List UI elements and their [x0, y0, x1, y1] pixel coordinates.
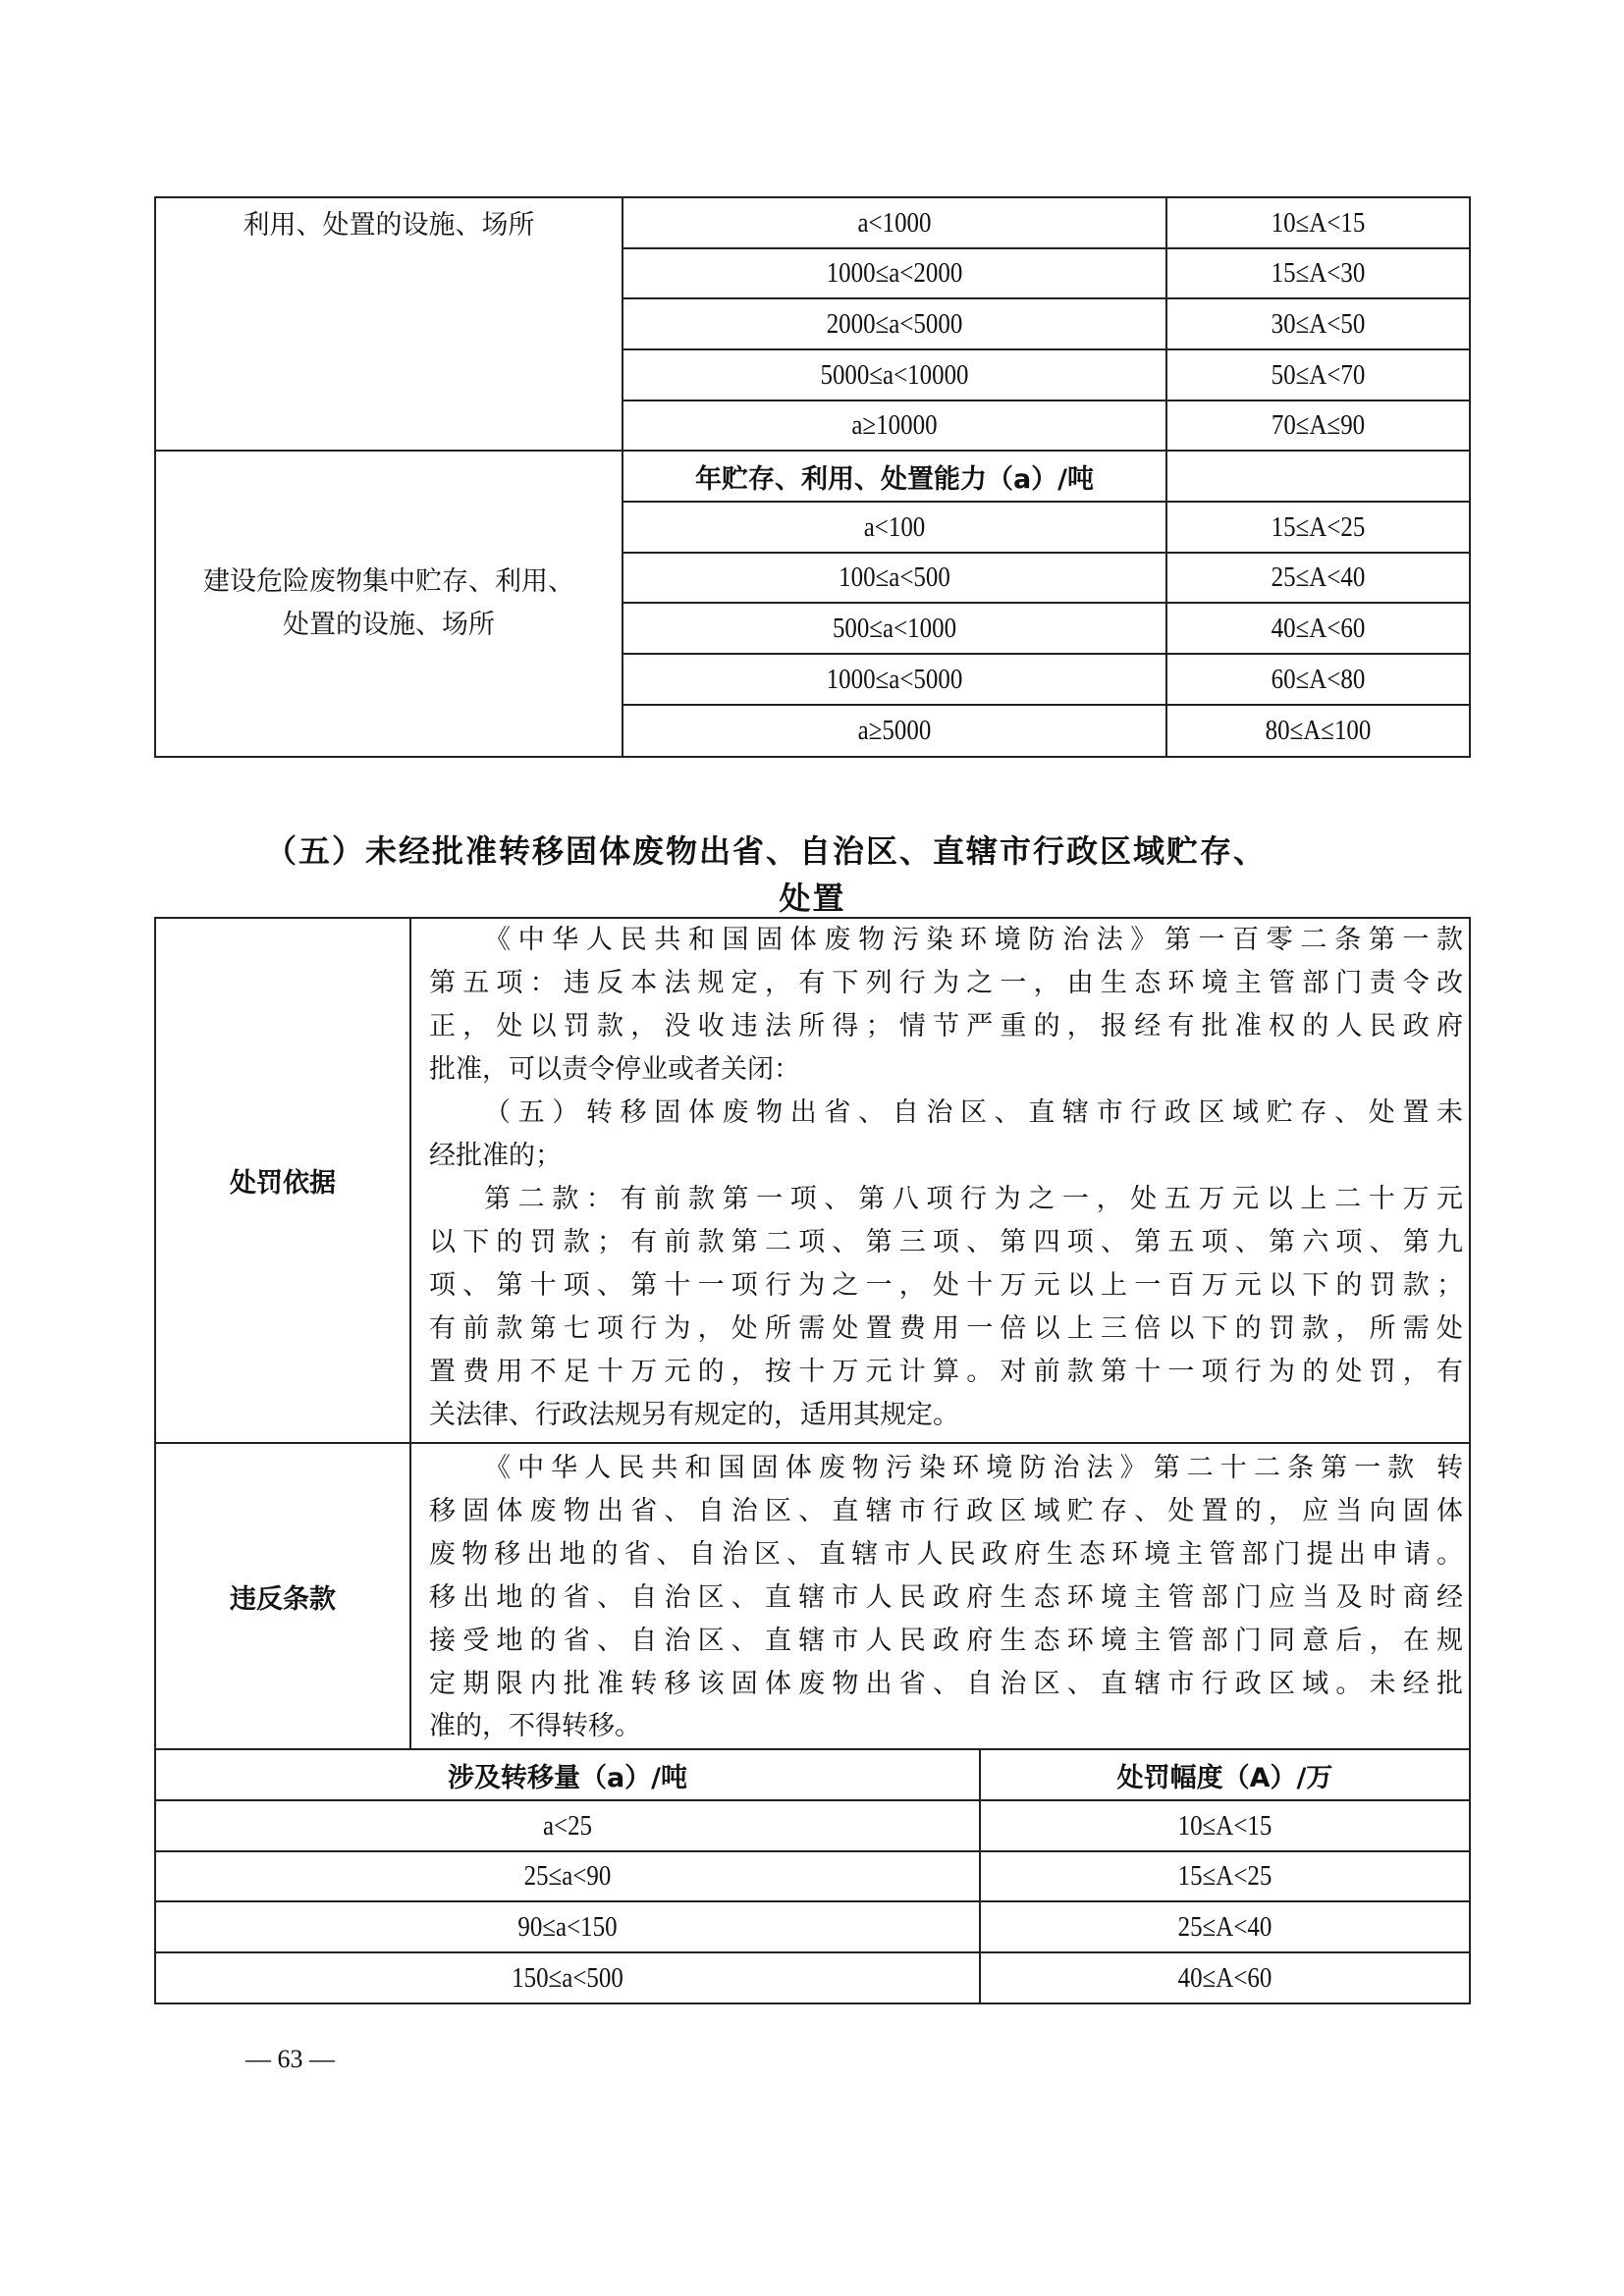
text-line: 《中华人民共和国固体废物污染环境防治法》第二十二条第一款 转 — [484, 1453, 1463, 1483]
amount-cell: 90≤a<150 — [517, 1910, 618, 1943]
amount-column-header: 涉及转移量（a）/吨 — [447, 1762, 688, 1793]
amount-cell: a≥5000 — [857, 715, 932, 746]
table-border — [154, 2002, 1471, 2004]
text-line: 接受地的省、自治区、直辖市人民政府生态环境主管部门同意后，在规 — [429, 1626, 1463, 1656]
text-line: 关法律、行政法规另有规定的，适用其规定。 — [429, 1400, 959, 1430]
range-cell: 15≤A<25 — [1177, 1860, 1272, 1892]
amount-cell: a<25 — [542, 1809, 593, 1842]
table-border — [1469, 917, 1471, 2004]
amount-cell: 5000≤a<10000 — [820, 358, 969, 391]
text-line: 《中华人民共和国固体废物污染环境防治法》第一百零二条第一款 — [484, 925, 1463, 955]
amount-cell: a≥10000 — [851, 409, 938, 441]
table-border — [1469, 196, 1471, 758]
text-line: 第二款：有前款第一项、第八项行为之一，处五万元以上二十万元 — [484, 1184, 1463, 1214]
text-line: 正，处以罚款，没收违法所得；情节严重的，报经有批准权的人民政府 — [429, 1011, 1463, 1041]
text-line: 有前款第七项行为，处所需处置费用一倍以上三倍以下的罚款，所需处 — [429, 1313, 1463, 1344]
text-line: 移出地的省、自治区、直辖市人民政府生态环境主管部门应当及时商经 — [429, 1582, 1463, 1613]
amount-cell: 1000≤a<2000 — [826, 257, 963, 289]
capacity-header: 年贮存、利用、处置能力（a）/吨 — [694, 463, 1095, 495]
facility-label: 利用、处置的设施、场所 — [243, 209, 535, 240]
range-cell: 25≤A<40 — [1177, 1910, 1272, 1943]
text-line: 批准，可以责令停业或者关闭： — [429, 1054, 800, 1085]
amount-cell: 2000≤a<5000 — [826, 307, 963, 340]
section-heading-continued: 处置 — [779, 880, 846, 917]
text-line: 项、第十项、第十一项行为之一，处十万元以上一百万元以下的罚款； — [429, 1270, 1463, 1301]
amount-cell: 500≤a<1000 — [832, 612, 957, 644]
range-cell: 25≤A<40 — [1271, 561, 1366, 593]
page-number: — 63 — — [245, 2045, 335, 2073]
range-cell: 10≤A<15 — [1177, 1809, 1272, 1842]
text-line: 移固体废物出省、自治区、直辖市行政区域贮存、处置的，应当向固体 — [429, 1496, 1463, 1526]
amount-cell: 100≤a<500 — [839, 561, 950, 593]
text-line: 第五项：违反本法规定，有下列行为之一，由生态环境主管部门责令改 — [429, 968, 1463, 998]
facility-label-line: 建设危险废物集中贮存、利用、 — [203, 566, 574, 597]
text-line: 置费用不足十万元的，按十万元计算。对前款第十一项行为的处罚，有 — [429, 1357, 1463, 1387]
text-line: 经批准的； — [429, 1141, 562, 1171]
text-line: （五）转移固体废物出省、自治区、直辖市行政区域贮存、处置未 — [484, 1097, 1463, 1128]
range-cell: 60≤A<80 — [1271, 663, 1366, 695]
basis-label: 处罚依据 — [230, 1168, 336, 1199]
range-cell: 40≤A<60 — [1177, 1961, 1272, 1994]
section-heading: （五）未经批准转移固体废物出省、自治区、直辖市行政区域贮存、 — [265, 832, 1268, 870]
facility-label-line: 处置的设施、场所 — [283, 610, 495, 640]
amount-cell: 1000≤a<5000 — [826, 663, 963, 695]
column-divider — [1165, 196, 1167, 758]
amount-cell: a<1000 — [857, 206, 932, 239]
range-cell: 80≤A≤100 — [1265, 715, 1372, 746]
amount-cell: a<100 — [863, 510, 926, 543]
text-line: 准的，不得转移。 — [429, 1711, 641, 1741]
table-border — [154, 756, 1471, 758]
violation-label: 违反条款 — [230, 1583, 336, 1615]
text-line: 废物移出地的省、自治区、直辖市人民政府生态环境主管部门提出申请。 — [429, 1539, 1463, 1570]
range-cell: 30≤A<50 — [1271, 307, 1366, 340]
range-cell: 40≤A<60 — [1271, 612, 1366, 644]
range-cell: 15≤A<25 — [1271, 510, 1366, 543]
range-cell: 70≤A≤90 — [1271, 409, 1366, 441]
range-column-header: 处罚幅度（A）/万 — [1116, 1762, 1333, 1793]
amount-cell: 150≤a<500 — [512, 1961, 623, 1994]
range-cell: 15≤A<30 — [1271, 257, 1366, 289]
facility-label — [156, 452, 622, 756]
range-cell: 10≤A<15 — [1271, 206, 1366, 239]
amount-cell: 25≤a<90 — [523, 1860, 612, 1892]
column-divider — [409, 917, 411, 1749]
range-cell: 50≤A<70 — [1271, 358, 1366, 391]
text-line: 定期限内批准转移该固体废物出省、自治区、直辖市行政区域。未经批 — [429, 1669, 1463, 1699]
text-line: 以下的罚款；有前款第二项、第三项、第四项、第五项、第六项、第九 — [429, 1227, 1463, 1257]
